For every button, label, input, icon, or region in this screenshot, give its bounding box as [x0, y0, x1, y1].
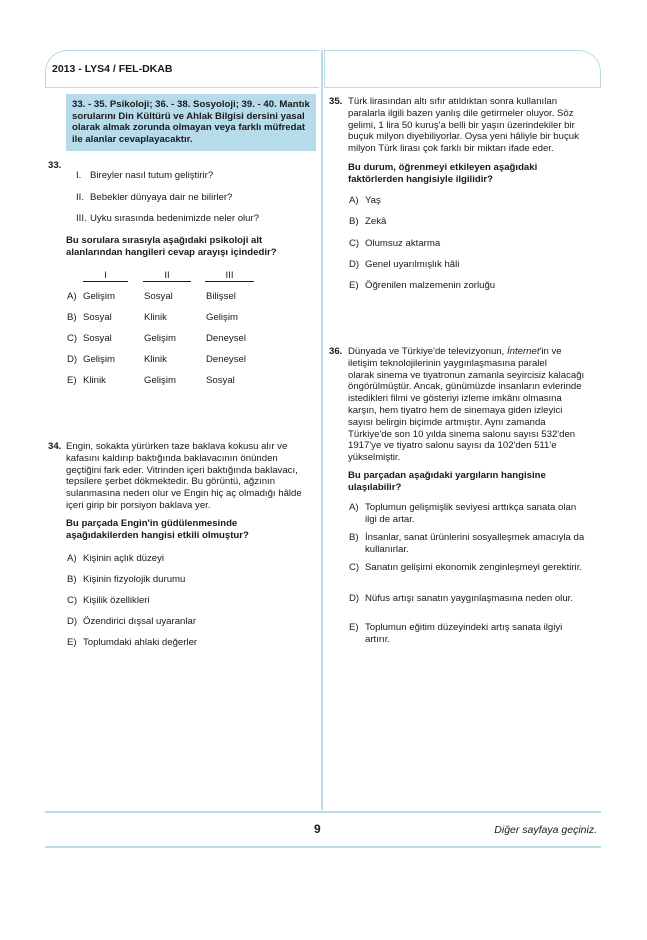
option-c[interactable]: C) Sanatın gelişimi ekonomik zenginleşmeyi gerektirir. — [349, 562, 583, 573]
option-e[interactable]: E) Toplumdaki ahlaki değerler — [67, 637, 198, 648]
question-passage: Engin, sokakta yürürken taze baklava kokusu alır ve kafasını kaldırıp baktığında baklavacının önünden geçtiğini fark eder. Vitrinden içeri baktığında baklavacı, tepsilere şerbet dökmektedir. Bu görüntü, ağzının sulanmasına neden olur ve Engin hiç aç olmadığı hâlde içeri girip bir porsiyon baklava yer. — [66, 441, 302, 511]
option-d[interactable]: D) Genel uyarılmışlık hâli — [349, 259, 460, 270]
section-info-box: 33. - 35. Psikoloji; 36. - 38. Sosyoloji; 39. - 40. Mantık sorularını Din Kültürü ve Ahlak Bilgisi dersini yasal olarak almak zorunda olmayan veya farklı müfredat ile alanlar cevaplayacaktır. — [66, 94, 316, 151]
question-stem: Bu sorulara sırasıyla aşağıdaki psikoloji alt alanlarından hangileri cevap arayışı içindedir? — [66, 235, 277, 258]
header-divider — [321, 50, 323, 88]
column-header-2: II — [143, 270, 191, 282]
column-header-3: III — [205, 270, 254, 282]
question-passage: Dünyada ve Türkiye'de televizyonun, İnternet'in ve iletişim teknolojilerinin yaygınlaşmasına paralel olarak sinema ve tiyatronun zamanla seyircisiz kalacağı öngörülmüştür. Ancak, günümüzde insanların evlerinde istedikleri filmi ve gösteriyi izleme imkânı olmasına karşın, hem tiyatro hem de sinemaya giden izleyici sayısı belirgin biçimde artmıştır. Aynı zamanda Türkiye'de son 10 yılda sinema salonu sayısı 532'den 1917'ye ve tiyatro salonu sayısı da 102'den 511'e yükselmiştir. — [348, 346, 585, 464]
footer-bottom-line — [45, 846, 601, 848]
footer-top-line — [45, 811, 601, 813]
question-number: 35. — [329, 96, 343, 107]
premise-2: II. Bebekler dünyaya dair ne bilirler? — [76, 192, 233, 203]
premise-3: III. Uyku sırasında bedenimizde neler olur? — [76, 213, 260, 224]
next-page-note: Diğer sayfaya geçiniz. — [494, 824, 597, 836]
option-e[interactable]: E) Öğrenilen malzemenin zorluğu — [349, 280, 496, 291]
exam-title: 2013 - LYS4 / FEL-DKAB — [52, 63, 173, 75]
option-b[interactable]: B) İnsanlar, sanat ürünlerini sosyalleşmek amacıyla da kullanırlar. — [349, 532, 585, 555]
option-d[interactable]: D) Nüfus artışı sanatın yaygınlaşmasına neden olur. — [349, 593, 573, 604]
premise-1: I. Bireyler nasıl tutum geliştirir? — [76, 170, 214, 181]
option-a[interactable]: A) Yaş — [349, 195, 381, 206]
page-number: 9 — [314, 822, 321, 836]
option-a[interactable]: A) Kişinin açlık düzeyi — [67, 553, 165, 564]
question-number: 33. — [48, 160, 62, 171]
question-stem: Bu parçada Engin'in güdülenmesinde aşağıdakilerden hangisi etkili olmuştur? — [66, 518, 249, 541]
option-c[interactable]: C) Olumsuz aktarma — [349, 238, 441, 249]
question-number: 36. — [329, 346, 343, 357]
option-e[interactable]: E) Toplumun eğitim düzeyindeki artış sanata ilgiyi artırır. — [349, 622, 563, 645]
option-b[interactable]: B) Zekâ — [349, 216, 387, 227]
question-stem: Bu durum, öğrenmeyi etkileyen aşağıdaki faktörlerden hangisiyle ilgilidir? — [348, 162, 538, 185]
option-b[interactable]: B) Kişinin fizyolojik durumu — [67, 574, 186, 585]
column-header-1: I — [83, 270, 128, 282]
option-c[interactable]: C) Kişilik özellikleri — [67, 595, 150, 606]
question-passage: Türk lirasından altı sıfır atıldıktan sonra kullanılan paralarla ilgili bazen yanlış dile getirmeler oluyor. Söz gelimi, 1 lira 50 kuruş'a belli bir yaşın üzerindekiler bir buçuk milyon diyebiliyorlar. Oysa yeni hâliyle bir buçuk milyon Türk lirası çok farklı bir miktarı ifade eder. — [348, 96, 579, 155]
question-stem: Bu parçadan aşağıdaki yargıların hangisine ulaşılabilir? — [348, 470, 546, 493]
header-right-box — [324, 50, 601, 88]
header-left-box — [45, 50, 319, 88]
column-divider — [321, 88, 323, 810]
option-d[interactable]: D) Özendirici dışsal uyaranlar — [67, 616, 197, 627]
option-a[interactable]: A) Toplumun gelişmişlik seviyesi arttıkça sanata olan ilgi de artar. — [349, 502, 577, 525]
question-number: 34. — [48, 441, 62, 452]
